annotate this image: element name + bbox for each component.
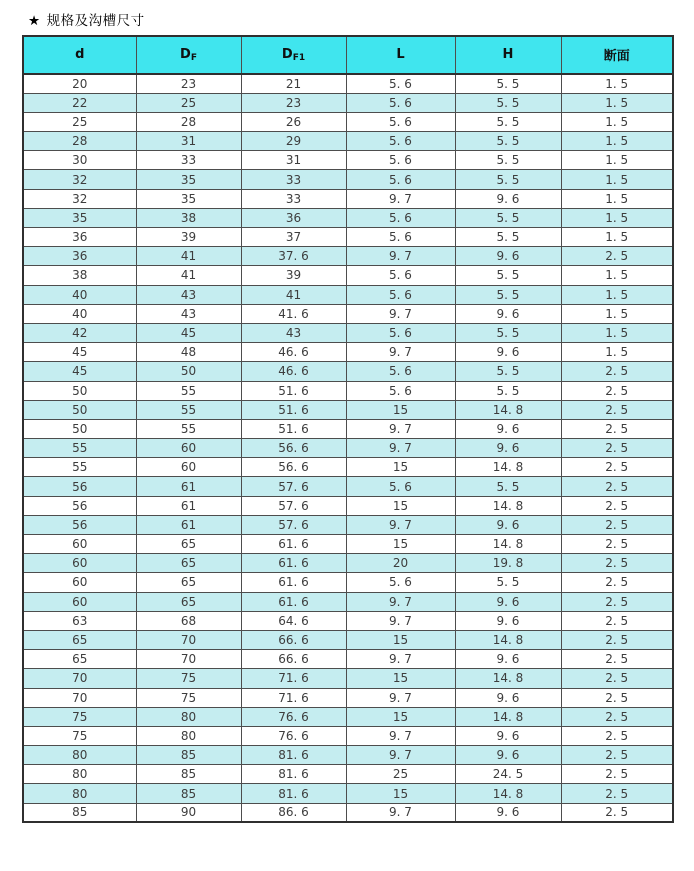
table-cell: 9. 7 bbox=[346, 688, 455, 707]
table-cell: 26 bbox=[241, 112, 346, 131]
table-cell: 2. 5 bbox=[561, 765, 673, 784]
table-cell: 9. 7 bbox=[346, 726, 455, 745]
table-cell: 25 bbox=[23, 112, 136, 131]
table-cell: 1. 5 bbox=[561, 304, 673, 323]
table-cell: 14. 8 bbox=[455, 535, 561, 554]
table-row bbox=[23, 343, 673, 362]
table-cell: 2. 5 bbox=[561, 688, 673, 707]
table-cell: 19. 8 bbox=[455, 554, 561, 573]
table-body bbox=[23, 74, 673, 822]
table-cell: 37 bbox=[241, 228, 346, 247]
table-row bbox=[23, 132, 673, 151]
table-cell: 28 bbox=[136, 112, 241, 131]
table-cell: 14. 8 bbox=[455, 630, 561, 649]
table-cell: 1. 5 bbox=[561, 323, 673, 342]
table-cell: 31 bbox=[136, 132, 241, 151]
table-cell: 55 bbox=[136, 400, 241, 419]
table-row bbox=[23, 93, 673, 112]
table-cell: 76. 6 bbox=[241, 707, 346, 726]
table-cell: 85 bbox=[136, 765, 241, 784]
table-cell: 33 bbox=[136, 151, 241, 170]
table-cell: 85 bbox=[136, 784, 241, 803]
table-row bbox=[23, 496, 673, 515]
table-cell: 81. 6 bbox=[241, 765, 346, 784]
table-cell: 1. 5 bbox=[561, 151, 673, 170]
table-cell: 2. 5 bbox=[561, 477, 673, 496]
table-row bbox=[23, 400, 673, 419]
table-row bbox=[23, 208, 673, 227]
table-cell: 41. 6 bbox=[241, 304, 346, 323]
table-cell: 56. 6 bbox=[241, 439, 346, 458]
table-row bbox=[23, 554, 673, 573]
table-cell: 5. 6 bbox=[346, 74, 455, 93]
table-cell: 5. 6 bbox=[346, 228, 455, 247]
table-row bbox=[23, 573, 673, 592]
table-cell: 2. 5 bbox=[561, 746, 673, 765]
table-cell: 33 bbox=[241, 189, 346, 208]
table-cell: 9. 6 bbox=[455, 650, 561, 669]
table-cell: 5. 6 bbox=[346, 132, 455, 151]
table-cell: 39 bbox=[136, 228, 241, 247]
table-cell: 5. 6 bbox=[346, 208, 455, 227]
table-cell: 2. 5 bbox=[561, 381, 673, 400]
table-cell: 9. 7 bbox=[346, 419, 455, 438]
header-cell bbox=[455, 36, 561, 74]
table-cell: 5. 5 bbox=[455, 285, 561, 304]
table-row bbox=[23, 630, 673, 649]
table-cell: 70 bbox=[23, 669, 136, 688]
table-cell: 50 bbox=[23, 419, 136, 438]
table-cell: 15 bbox=[346, 707, 455, 726]
table-cell: 51. 6 bbox=[241, 419, 346, 438]
table-row bbox=[23, 611, 673, 630]
table-cell: 1. 5 bbox=[561, 266, 673, 285]
table-cell: 9. 7 bbox=[346, 515, 455, 534]
table-cell: 2. 5 bbox=[561, 803, 673, 822]
table-cell: 66. 6 bbox=[241, 650, 346, 669]
table-cell: 57. 6 bbox=[241, 515, 346, 534]
table-cell: 2. 5 bbox=[561, 650, 673, 669]
table-cell: 60 bbox=[136, 439, 241, 458]
table-cell: 56. 6 bbox=[241, 458, 346, 477]
table-cell: 66. 6 bbox=[241, 630, 346, 649]
table-row bbox=[23, 419, 673, 438]
table-cell: 2. 5 bbox=[561, 592, 673, 611]
table-cell: 2. 5 bbox=[561, 247, 673, 266]
table-cell: 5. 6 bbox=[346, 323, 455, 342]
table-cell: 32 bbox=[23, 170, 136, 189]
table-cell: 36 bbox=[23, 228, 136, 247]
table-cell: 9. 6 bbox=[455, 189, 561, 208]
header-label: L bbox=[396, 47, 405, 62]
table-cell: 35 bbox=[136, 170, 241, 189]
table-cell: 61. 6 bbox=[241, 535, 346, 554]
table-row bbox=[23, 285, 673, 304]
table-row bbox=[23, 803, 673, 822]
table-cell: 9. 6 bbox=[455, 439, 561, 458]
table-cell: 2. 5 bbox=[561, 611, 673, 630]
table-cell: 5. 5 bbox=[455, 362, 561, 381]
table-cell: 80 bbox=[136, 707, 241, 726]
table-cell: 60 bbox=[23, 573, 136, 592]
table-cell: 57. 6 bbox=[241, 496, 346, 515]
table-cell: 38 bbox=[136, 208, 241, 227]
table-cell: 65 bbox=[23, 630, 136, 649]
header-label: 断面 bbox=[603, 49, 630, 64]
table-cell: 2. 5 bbox=[561, 515, 673, 534]
table-cell: 5. 5 bbox=[455, 381, 561, 400]
table-cell: 61. 6 bbox=[241, 554, 346, 573]
table-cell: 25 bbox=[136, 93, 241, 112]
table-cell: 14. 8 bbox=[455, 669, 561, 688]
table-cell: 1. 5 bbox=[561, 343, 673, 362]
header-label: D bbox=[281, 47, 293, 62]
table-cell: 2. 5 bbox=[561, 707, 673, 726]
table-cell: 1. 5 bbox=[561, 112, 673, 131]
table-cell: 56 bbox=[23, 477, 136, 496]
table-row bbox=[23, 707, 673, 726]
table-cell: 15 bbox=[346, 496, 455, 515]
table-cell: 45 bbox=[23, 343, 136, 362]
table-cell: 9. 6 bbox=[455, 343, 561, 362]
table-cell: 9. 7 bbox=[346, 803, 455, 822]
table-cell: 43 bbox=[136, 285, 241, 304]
header-subscript: F bbox=[190, 53, 197, 63]
table-cell: 51. 6 bbox=[241, 400, 346, 419]
table-cell: 86. 6 bbox=[241, 803, 346, 822]
table-cell: 15 bbox=[346, 400, 455, 419]
table-cell: 56 bbox=[23, 515, 136, 534]
table-cell: 40 bbox=[23, 285, 136, 304]
table-cell: 30 bbox=[23, 151, 136, 170]
table-header-row bbox=[23, 36, 673, 74]
table-cell: 5. 6 bbox=[346, 93, 455, 112]
table-cell: 2. 5 bbox=[561, 726, 673, 745]
table-cell: 15 bbox=[346, 458, 455, 477]
table-cell: 45 bbox=[136, 323, 241, 342]
table-row bbox=[23, 726, 673, 745]
table-cell: 29 bbox=[241, 132, 346, 151]
table-cell: 33 bbox=[241, 170, 346, 189]
table-cell: 60 bbox=[23, 554, 136, 573]
table-cell: 9. 7 bbox=[346, 343, 455, 362]
table-cell: 2. 5 bbox=[561, 458, 673, 477]
table-cell: 5. 5 bbox=[455, 112, 561, 131]
table-cell: 70 bbox=[23, 688, 136, 707]
header-cell bbox=[23, 36, 136, 74]
table-cell: 5. 5 bbox=[455, 228, 561, 247]
table-cell: 9. 7 bbox=[346, 189, 455, 208]
header-cell bbox=[561, 36, 673, 74]
table-cell: 61. 6 bbox=[241, 573, 346, 592]
table-cell: 81. 6 bbox=[241, 784, 346, 803]
table-cell: 43 bbox=[241, 323, 346, 342]
table-row bbox=[23, 688, 673, 707]
table-cell: 5. 6 bbox=[346, 477, 455, 496]
table-row bbox=[23, 535, 673, 554]
table-cell: 2. 5 bbox=[561, 362, 673, 381]
table-cell: 9. 6 bbox=[455, 746, 561, 765]
table-cell: 5. 5 bbox=[455, 74, 561, 93]
table-cell: 5. 5 bbox=[455, 266, 561, 285]
table-cell: 50 bbox=[23, 400, 136, 419]
table-cell: 75 bbox=[136, 669, 241, 688]
table-cell: 36 bbox=[241, 208, 346, 227]
page-title-text: 规格及沟槽尺寸 bbox=[46, 13, 145, 29]
table-cell: 61 bbox=[136, 496, 241, 515]
table-cell: 80 bbox=[23, 746, 136, 765]
table-cell: 9. 6 bbox=[455, 304, 561, 323]
table-cell: 1. 5 bbox=[561, 228, 673, 247]
table-cell: 23 bbox=[241, 93, 346, 112]
table-cell: 80 bbox=[136, 726, 241, 745]
table-cell: 57. 6 bbox=[241, 477, 346, 496]
table-cell: 90 bbox=[136, 803, 241, 822]
table-cell: 9. 7 bbox=[346, 611, 455, 630]
table-cell: 15 bbox=[346, 669, 455, 688]
table-cell: 65 bbox=[136, 592, 241, 611]
table-cell: 50 bbox=[23, 381, 136, 400]
star-icon: ★ bbox=[28, 13, 41, 29]
table-cell: 5. 5 bbox=[455, 132, 561, 151]
table-cell: 9. 6 bbox=[455, 803, 561, 822]
table-cell: 2. 5 bbox=[561, 400, 673, 419]
table-cell: 64. 6 bbox=[241, 611, 346, 630]
table-cell: 14. 8 bbox=[455, 784, 561, 803]
table-cell: 71. 6 bbox=[241, 688, 346, 707]
table-cell: 5. 5 bbox=[455, 573, 561, 592]
table-row bbox=[23, 439, 673, 458]
table-cell: 5. 5 bbox=[455, 208, 561, 227]
table-cell: 15 bbox=[346, 630, 455, 649]
table-cell: 61 bbox=[136, 477, 241, 496]
table-cell: 45 bbox=[23, 362, 136, 381]
table-cell: 9. 6 bbox=[455, 592, 561, 611]
table-row bbox=[23, 304, 673, 323]
table-cell: 70 bbox=[136, 630, 241, 649]
table-row bbox=[23, 765, 673, 784]
table-cell: 14. 8 bbox=[455, 400, 561, 419]
table-cell: 85 bbox=[136, 746, 241, 765]
table-cell: 38 bbox=[23, 266, 136, 285]
table-cell: 37. 6 bbox=[241, 247, 346, 266]
table-cell: 1. 5 bbox=[561, 285, 673, 304]
table-row bbox=[23, 189, 673, 208]
table-cell: 1. 5 bbox=[561, 208, 673, 227]
table-cell: 75 bbox=[136, 688, 241, 707]
table-cell: 1. 5 bbox=[561, 132, 673, 151]
table-cell: 60 bbox=[136, 458, 241, 477]
header-cell bbox=[136, 36, 241, 74]
table-cell: 1. 5 bbox=[561, 170, 673, 189]
table-cell: 32 bbox=[23, 189, 136, 208]
table-cell: 5. 6 bbox=[346, 266, 455, 285]
header-label: H bbox=[502, 47, 514, 62]
table-cell: 20 bbox=[346, 554, 455, 573]
table-cell: 9. 7 bbox=[346, 304, 455, 323]
table-row bbox=[23, 515, 673, 534]
table-cell: 51. 6 bbox=[241, 381, 346, 400]
table-cell: 41 bbox=[136, 247, 241, 266]
table-cell: 35 bbox=[23, 208, 136, 227]
header-subscript: F1 bbox=[292, 53, 306, 63]
table-cell: 80 bbox=[23, 765, 136, 784]
table-cell: 9. 7 bbox=[346, 746, 455, 765]
table-row bbox=[23, 669, 673, 688]
table-row bbox=[23, 266, 673, 285]
table-row bbox=[23, 362, 673, 381]
table-cell: 9. 7 bbox=[346, 592, 455, 611]
table-cell: 55 bbox=[23, 458, 136, 477]
table-cell: 85 bbox=[23, 803, 136, 822]
table-cell: 14. 8 bbox=[455, 707, 561, 726]
table-cell: 40 bbox=[23, 304, 136, 323]
table-row bbox=[23, 746, 673, 765]
table-cell: 2. 5 bbox=[561, 439, 673, 458]
table-cell: 63 bbox=[23, 611, 136, 630]
table-cell: 75 bbox=[23, 707, 136, 726]
table-cell: 28 bbox=[23, 132, 136, 151]
table-cell: 5. 6 bbox=[346, 362, 455, 381]
table-cell: 39 bbox=[241, 266, 346, 285]
table-cell: 1. 5 bbox=[561, 189, 673, 208]
header-cell bbox=[241, 36, 346, 74]
table-cell: 5. 6 bbox=[346, 151, 455, 170]
table-cell: 55 bbox=[136, 419, 241, 438]
table-cell: 81. 6 bbox=[241, 746, 346, 765]
table-cell: 60 bbox=[23, 592, 136, 611]
table-cell: 55 bbox=[23, 439, 136, 458]
table-row bbox=[23, 458, 673, 477]
table-cell: 2. 5 bbox=[561, 669, 673, 688]
table-row bbox=[23, 112, 673, 131]
table-cell: 5. 5 bbox=[455, 151, 561, 170]
table-cell: 2. 5 bbox=[561, 630, 673, 649]
table-row bbox=[23, 228, 673, 247]
table-cell: 5. 6 bbox=[346, 381, 455, 400]
table-cell: 5. 6 bbox=[346, 285, 455, 304]
table-cell: 36 bbox=[23, 247, 136, 266]
table-cell: 9. 6 bbox=[455, 726, 561, 745]
table-cell: 43 bbox=[136, 304, 241, 323]
table-cell: 5. 5 bbox=[455, 93, 561, 112]
table-cell: 2. 5 bbox=[561, 496, 673, 515]
table-cell: 24. 5 bbox=[455, 765, 561, 784]
table-cell: 65 bbox=[136, 554, 241, 573]
table-cell: 15 bbox=[346, 784, 455, 803]
table-cell: 65 bbox=[23, 650, 136, 669]
table-row bbox=[23, 477, 673, 496]
table-cell: 9. 7 bbox=[346, 247, 455, 266]
table-cell: 1. 5 bbox=[561, 93, 673, 112]
table-cell: 55 bbox=[136, 381, 241, 400]
table-cell: 9. 6 bbox=[455, 247, 561, 266]
table-cell: 35 bbox=[136, 189, 241, 208]
page-title bbox=[28, 9, 145, 29]
table-cell: 20 bbox=[23, 74, 136, 93]
table-cell: 68 bbox=[136, 611, 241, 630]
table-cell: 70 bbox=[136, 650, 241, 669]
table-cell: 25 bbox=[346, 765, 455, 784]
table-cell: 14. 8 bbox=[455, 496, 561, 515]
table-row bbox=[23, 381, 673, 400]
table-row bbox=[23, 650, 673, 669]
table-cell: 56 bbox=[23, 496, 136, 515]
table-cell: 42 bbox=[23, 323, 136, 342]
table-cell: 2. 5 bbox=[561, 419, 673, 438]
table-cell: 41 bbox=[136, 266, 241, 285]
table-cell: 15 bbox=[346, 535, 455, 554]
table-cell: 71. 6 bbox=[241, 669, 346, 688]
table-cell: 9. 6 bbox=[455, 419, 561, 438]
table-cell: 9. 6 bbox=[455, 688, 561, 707]
table-cell: 21 bbox=[241, 74, 346, 93]
table-row bbox=[23, 784, 673, 803]
table-cell: 5. 6 bbox=[346, 170, 455, 189]
header-label: D bbox=[180, 47, 191, 62]
table-cell: 2. 5 bbox=[561, 535, 673, 554]
table-cell: 9. 6 bbox=[455, 611, 561, 630]
table-cell: 46. 6 bbox=[241, 362, 346, 381]
table-cell: 41 bbox=[241, 285, 346, 304]
table-cell: 61 bbox=[136, 515, 241, 534]
table-cell: 22 bbox=[23, 93, 136, 112]
header-cell bbox=[346, 36, 455, 74]
table-cell: 2. 5 bbox=[561, 573, 673, 592]
table-cell: 5. 5 bbox=[455, 323, 561, 342]
table-cell: 76. 6 bbox=[241, 726, 346, 745]
table-cell: 23 bbox=[136, 74, 241, 93]
table-cell: 80 bbox=[23, 784, 136, 803]
table-row bbox=[23, 151, 673, 170]
table-cell: 1. 5 bbox=[561, 74, 673, 93]
spec-table bbox=[22, 35, 674, 823]
table-cell: 5. 6 bbox=[346, 112, 455, 131]
table-row bbox=[23, 170, 673, 189]
table-row bbox=[23, 74, 673, 93]
table-cell: 5. 5 bbox=[455, 170, 561, 189]
table-cell: 9. 6 bbox=[455, 515, 561, 534]
table-cell: 9. 7 bbox=[346, 439, 455, 458]
table-row bbox=[23, 592, 673, 611]
table-row bbox=[23, 323, 673, 342]
table-cell: 5. 5 bbox=[455, 477, 561, 496]
table-cell: 2. 5 bbox=[561, 554, 673, 573]
table-cell: 2. 5 bbox=[561, 784, 673, 803]
table-cell: 65 bbox=[136, 535, 241, 554]
table-cell: 14. 8 bbox=[455, 458, 561, 477]
table-row bbox=[23, 247, 673, 266]
table-cell: 46. 6 bbox=[241, 343, 346, 362]
table-cell: 65 bbox=[136, 573, 241, 592]
table-cell: 48 bbox=[136, 343, 241, 362]
table-cell: 31 bbox=[241, 151, 346, 170]
table-cell: 61. 6 bbox=[241, 592, 346, 611]
table-cell: 60 bbox=[23, 535, 136, 554]
table-cell: 9. 7 bbox=[346, 650, 455, 669]
table-cell: 75 bbox=[23, 726, 136, 745]
header-label: d bbox=[75, 47, 85, 62]
table-cell: 5. 6 bbox=[346, 573, 455, 592]
table-cell: 50 bbox=[136, 362, 241, 381]
